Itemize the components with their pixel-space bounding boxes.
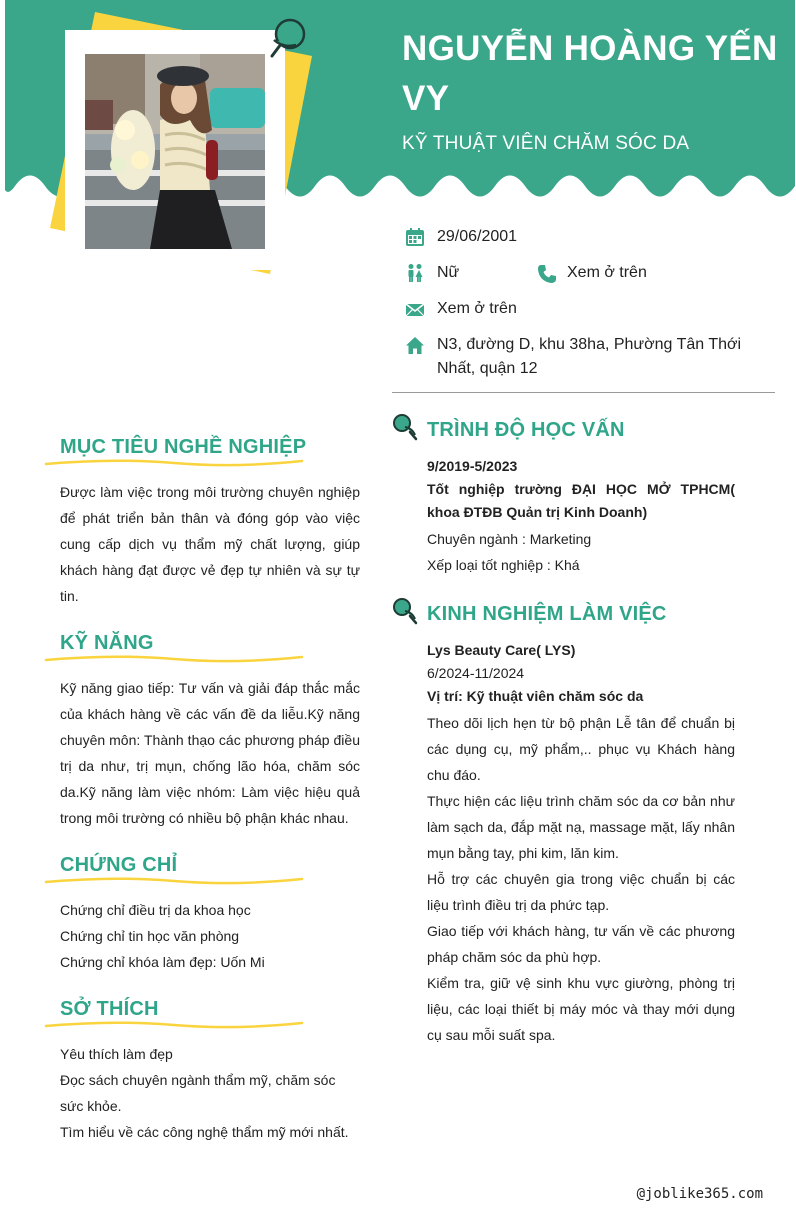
pin-icon: [272, 20, 304, 56]
mail-icon: [405, 300, 425, 320]
candidate-name: NGUYỄN HOÀNG YẾN VY: [402, 29, 778, 118]
experience-position: Vị trí: Kỹ thuật viên chăm sóc da: [427, 688, 644, 704]
experience-duty: Hỗ trợ các chuyên gia trong việc chuẩn bị các liệu trình điều trị da phức tạp.: [427, 871, 735, 913]
calendar-icon: [405, 227, 425, 247]
watermark: @joblike365.com: [636, 1186, 763, 1202]
education-title: TRÌNH ĐỘ HỌC VẤN: [427, 419, 625, 441]
hobbies-title: SỞ THÍCH: [60, 998, 159, 1020]
experience-period: 6/2024-11/2024: [427, 665, 525, 681]
avatar: [85, 54, 265, 249]
gender-icon: [405, 263, 425, 283]
education-block: [427, 455, 735, 578]
hobbies-underline: [44, 1019, 306, 1033]
list-item: Yêu thích làm đẹp: [60, 1046, 173, 1062]
experience-company: Lys Beauty Care( LYS): [427, 642, 576, 658]
experience-duty: Giao tiếp với khách hàng, tư vấn về các phương pháp chăm sóc da phù hợp.: [427, 923, 735, 965]
education-major: Chuyên ngành : Marketing: [427, 531, 592, 547]
contact-divider: [392, 392, 775, 393]
address: N3, đường D, khu 38ha, Phường Tân Thới Nhất, quận 12: [437, 336, 742, 377]
list-item: Chứng chỉ tin học văn phòng: [60, 928, 240, 944]
phone-icon: [537, 264, 557, 284]
profile-photo-frame: [0, 0, 330, 290]
list-item: Tìm hiểu về các công nghệ thẩm mỹ mới nhất.: [60, 1124, 349, 1140]
birthday: 29/06/2001: [437, 228, 518, 245]
experience-duty: Theo dõi lịch hẹn từ bộ phận Lễ tân để chuẩn bị các dụng cụ, mỹ phẩm,.. phục vụ Khách hàng chu đáo.: [427, 715, 735, 783]
experience-duty: Kiểm tra, giữ vệ sinh khu vực giường, phòng trị liệu, các loại thiết bị máy móc và thay mới dụng cụ sau mỗi suất spa.: [427, 975, 735, 1043]
skills-text: Kỹ năng giao tiếp: Tư vấn và giải đáp thắc mắc của khách hàng về các vấn đề da liễu.Kỹ năng chuyên môn: Thành thạo các phương pháp điều trị da như, trị mụn, chống lão hóa, chăm sóc da.Kỹ năng làm việc nhóm: Làm việc hiệu quả trong môi trường có nhiều bộ phận khác nhau.: [60, 680, 360, 826]
certificates-list: [60, 897, 360, 975]
email: Xem ở trên: [437, 300, 517, 317]
candidate-job-title: KỸ THUẬT VIÊN CHĂM SÓC DA: [402, 133, 690, 154]
gender: Nữ: [437, 264, 460, 281]
phone: Xem ở trên: [567, 264, 647, 281]
list-item: Chứng chỉ khóa làm đẹp: Uốn Mi: [60, 954, 265, 970]
list-item: Chứng chỉ điều trị da khoa học: [60, 902, 251, 918]
objective-underline: [44, 457, 306, 471]
experience-duty: Thực hiện các liệu trình chăm sóc da cơ bản như làm sạch da, đắp mặt nạ, massage mặt, lấy nhân mụn bằng tay, phi kim, lăn kim.: [427, 793, 735, 861]
education-school: Tốt nghiệp trường ĐẠI HỌC MỞ TPHCM( khoa ĐTĐB Quản trị Kinh Doanh): [427, 481, 735, 520]
education-period: 9/2019-5/2023: [427, 458, 518, 474]
pin-icon: [392, 413, 418, 441]
certificates-title: CHỨNG CHỈ: [60, 854, 178, 876]
skills-title: KỸ NĂNG: [60, 632, 154, 654]
experience-title: KINH NGHIỆM LÀM VIỆC: [427, 603, 667, 625]
objective-title: MỤC TIÊU NGHỀ NGHIỆP: [60, 436, 307, 458]
home-icon: [405, 336, 425, 356]
list-item: Đọc sách chuyên ngành thẩm mỹ, chăm sóc sức khỏe.: [60, 1072, 336, 1114]
experience-block: [427, 639, 735, 1048]
hobbies-list: [60, 1041, 360, 1145]
objective-text: Được làm việc trong môi trường chuyên nghiệp để phát triển bản thân và đóng góp vào việc cung cấp dịch vụ thẩm mỹ chất lượng, giúp khách hàng đạt được vẻ đẹp tự nhiên và sự tự tin.: [60, 484, 360, 604]
certificates-underline: [44, 875, 306, 889]
education-grade: Xếp loại tốt nghiệp : Khá: [427, 557, 580, 573]
skills-underline: [44, 653, 306, 667]
pin-icon: [392, 597, 418, 625]
